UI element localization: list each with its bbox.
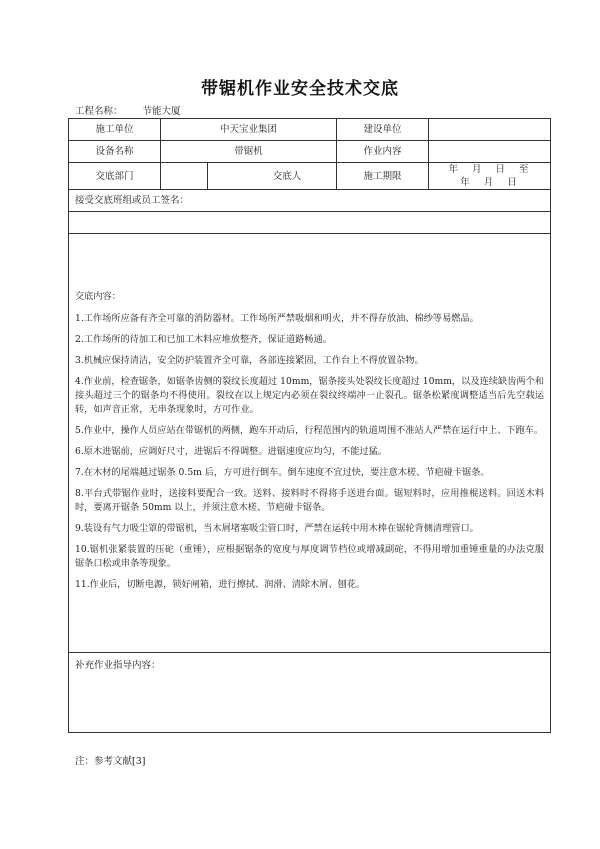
project-line <box>75 103 181 117</box>
work-content-value[interactable] <box>429 141 551 163</box>
content-item-10: 10.锯机张紧装置的压砣（重锤），应根据锯条的宽度与厚度调节档位或增减副砣，不得用增加重锤重量的办法克服锯条口松或串条等现象。 <box>75 543 545 569</box>
content-item-6: 6.原木进锯前，应调好尺寸，进锯后不得调整。进锯速度应均匀，不能过猛。 <box>75 445 387 457</box>
briefing-form <box>68 118 551 733</box>
content-item-9: 9.装设有气力吸尘罩的带锯机，当木屑堵塞吸尘管口时，严禁在运转中用木棒在锯轮背侧清理管口。 <box>75 522 479 534</box>
dept-value[interactable] <box>161 163 208 190</box>
person-label-cell <box>208 163 337 190</box>
equipment-value[interactable]: 带锯机 <box>161 141 337 163</box>
content-item-4: 4.作业前，检查锯条，如锯条齿侧的裂纹长度超过 10mm，锯条接头处裂纹长度超过 10mm，以及连续缺齿两个和接头超过三个的锯条均不得使用。裂纹在以上规定内必须在裂纹终端冲一止裂孔。锯条松紧度调整适当后先空载运转，如声音正常，无串条现象时，方可作业。 <box>75 375 545 415</box>
person-label: 交底人 <box>272 170 302 182</box>
content-item-2: 2.工作场所的待加工和已加工木料应堆放整齐，保证道路畅通。 <box>75 333 332 345</box>
period-label: 施工期限 <box>337 163 429 190</box>
content-heading: 交底内容： <box>75 290 121 302</box>
content-item-8: 8.平台式带锯作业时，送接料要配合一致。送料、接料时不得将手送进台面。锯短料时，应用推棍送料。回送木料时，要离开锯条 50mm 以上，并须注意木槎、节疤碰卡锯条。 <box>75 487 545 513</box>
content-item-1: 1.工作场所应备有齐全可靠的消防器材。工作场所严禁吸烟和明火，并不得存放油、棉纱等易燃品。 <box>75 312 479 324</box>
supplement-cell[interactable] <box>69 653 551 733</box>
build-unit-value[interactable] <box>429 119 551 141</box>
reference-note: 注：参考文献[3] <box>75 756 146 767</box>
build-unit-label: 建设单位 <box>337 119 429 141</box>
period-day-end: 日 <box>507 177 519 188</box>
supplement-label: 补充作业指导内容： <box>75 660 161 671</box>
equipment-label: 设备名称 <box>69 141 161 163</box>
content-item-5: 5.作业中，操作人员应站在带锯机的两侧，跑车开动后，行程范围内的轨道周围不准站人严禁在运行中上、下跑车。 <box>75 424 544 436</box>
period-to: 至 <box>519 164 531 175</box>
content-item-11: 11.作业后，切断电源，锁好闸箱，进行擦拭、润滑、清除木屑、刨花。 <box>75 578 366 590</box>
construction-unit-value[interactable]: 中天宝业集团 <box>161 119 337 141</box>
briefing-content <box>69 234 551 653</box>
period-month-start: 月 <box>472 164 484 175</box>
period-year-end: 年 <box>460 177 472 188</box>
period-day-start: 日 <box>495 164 508 175</box>
period-value[interactable] <box>429 163 551 190</box>
project-value: 节能大厦 <box>142 106 181 117</box>
period-year-start: 年 <box>448 164 461 175</box>
dept-label: 交底部门 <box>69 163 161 190</box>
work-content-label: 作业内容 <box>337 141 429 163</box>
signatures-label: 接受交底班组或员工签名： <box>69 190 551 212</box>
content-item-7: 7.在木材的尾端越过锯条 0.5m 后，方可进行倒车。倒车速度不宜过快，要注意木槎、节疤碰卡锯条。 <box>75 466 490 478</box>
period-month-end: 月 <box>483 177 496 188</box>
document-title: 带锯机作业安全技术交底 <box>201 79 399 99</box>
signatures-field[interactable] <box>69 212 551 234</box>
content-item-3: 3.机械应保持清洁，安全防护装置齐全可靠，各部连接紧固，工作台上不得放置杂物。 <box>75 354 424 366</box>
construction-unit-label: 施工单位 <box>69 119 161 141</box>
project-label: 工程名称： <box>75 106 123 117</box>
